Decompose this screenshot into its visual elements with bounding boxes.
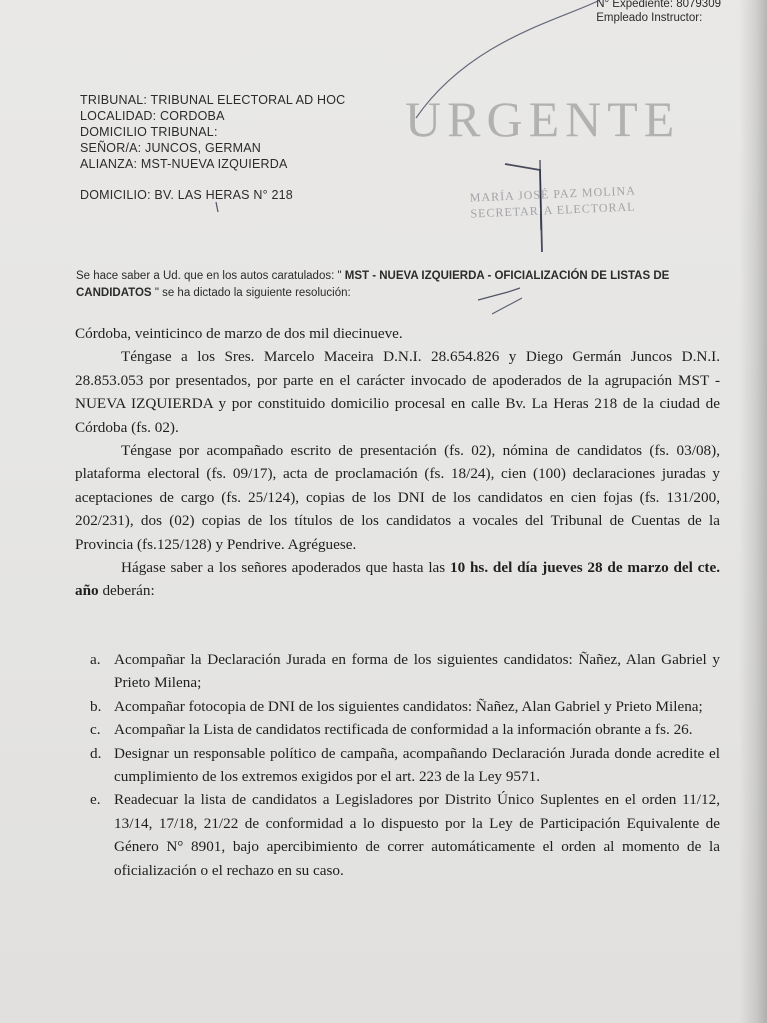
paragraph-apoderados: Téngase a los Sres. Marcelo Maceira D.N.I. 28.654.826 y Diego Germán Juncos D.N.I. 28.853.053 por presentados, por parte en el carácter invocado de apoderados de la agrupación MST - NUEVA IZQUIERDA y por constituido domicilio procesal en calle Bv. La Heras 218 de la ciudad de Córdoba (fs. 02). xyxy=(75,348,720,436)
paragraph-plazo xyxy=(75,556,720,603)
plazo-end: deberán: xyxy=(98,582,155,600)
item-letter: a. xyxy=(90,651,101,668)
expediente-number: N° Expediente: 8079309 xyxy=(596,0,721,10)
stamp-name: MARÍA JOSÉ PAZ MOLINA xyxy=(469,183,637,205)
urgente-stamp: URGENTE xyxy=(405,91,681,147)
item-letter: c. xyxy=(90,721,101,739)
item-text: Readecuar la lista de candidatos a Legisladores por Distrito Único Suplentes en el orden 11/12, 13/14, 17/18, 21/22 de conformidad a lo dispuesto por la Ley de Participación Equivalente de Género N° 8901, bajo apercibimiento de correr automáticamente el orden al momento de la oficialización o el rechazo en su caso. xyxy=(114,791,720,879)
item-text: Acompañar fotocopia de DNI de los siguientes candidatos: Ñañez, Alan Gabriel y Prieto Milena; xyxy=(114,697,703,715)
item-letter: b. xyxy=(90,697,102,715)
list-item xyxy=(90,648,720,695)
list-item xyxy=(90,788,720,882)
page-edge-shadow xyxy=(739,0,767,1023)
case-caption: MST - NUEVA IZQUIERDA - OFICIALIZACIÓN DE LISTAS DE CANDIDATOS xyxy=(76,270,670,299)
empleado-instructor: Empleado Instructor: xyxy=(596,12,703,24)
localidad-line: LOCALIDAD: CORDOBA xyxy=(80,109,225,123)
intro-prefix: Se hace saber a Ud. que en los autos caratulados: " xyxy=(76,270,342,282)
recipient-header xyxy=(80,92,345,172)
intro-notice xyxy=(76,268,726,302)
resolution-body xyxy=(75,322,720,603)
list-item xyxy=(90,742,720,789)
domicilio-line: DOMICILIO: BV. LAS HERAS N° 218 xyxy=(80,188,293,202)
paragraph-documentacion: Téngase por acompañado escrito de presentación (fs. 02), nómina de candidatos (fs. 03/08), plataforma electoral (fs. 09/17), acta de proclamación (fs. 18/24), cien (100) declaraciones juradas y aceptaciones de cargo (fs. 25/124), copias de los DNI de los candidatos en cien fojas (fs. 131/200, 202/231), dos (02) copias de los títulos de los candidatos a vocales del Tribunal de Cuentas de la Provincia (fs.125/128) y Pendrive. Agréguese. xyxy=(75,442,720,553)
requirements-list xyxy=(90,648,720,882)
item-text: Designar un responsable político de campaña, acompañando Declaración Jurada donde acredite el cumplimiento de los extremos exigidos por el art. 223 de la Ley 9571. xyxy=(114,744,720,786)
stamp-role: SECRETARIA ELECTORAL xyxy=(470,199,636,221)
alianza-line: ALIANZA: MST-NUEVA IZQUIERDA xyxy=(80,157,288,171)
senor-line: SEÑOR/A: JUNCOS, GERMAN xyxy=(80,141,262,155)
tribunal-line: TRIBUNAL: TRIBUNAL ELECTORAL AD HOC xyxy=(80,93,346,107)
plazo-start: Hágase saber a los señores apoderados que hasta las xyxy=(121,559,450,577)
resolution-date: Córdoba, veinticinco de marzo de dos mil diecinueve. xyxy=(75,325,403,342)
item-letter: d. xyxy=(90,744,102,762)
intro-suffix: " se ha dictado la siguiente resolución: xyxy=(154,287,351,299)
domicilio-tribunal-line: DOMICILIO TRIBUNAL: xyxy=(80,125,218,139)
plazo-deadline: 10 hs. del día jueves 28 de marzo del cte. año xyxy=(75,559,721,600)
item-text: Acompañar la Lista de candidatos rectificada de conformidad a la información obrante a fs. 26. xyxy=(114,721,693,739)
list-item xyxy=(90,718,720,741)
item-text: Acompañar la Declaración Jurada en forma de los siguientes candidatos: Ñañez, Alan Gabriel y Prieto Milena; xyxy=(114,651,720,692)
item-letter: e. xyxy=(90,791,101,809)
list-item xyxy=(90,695,720,718)
